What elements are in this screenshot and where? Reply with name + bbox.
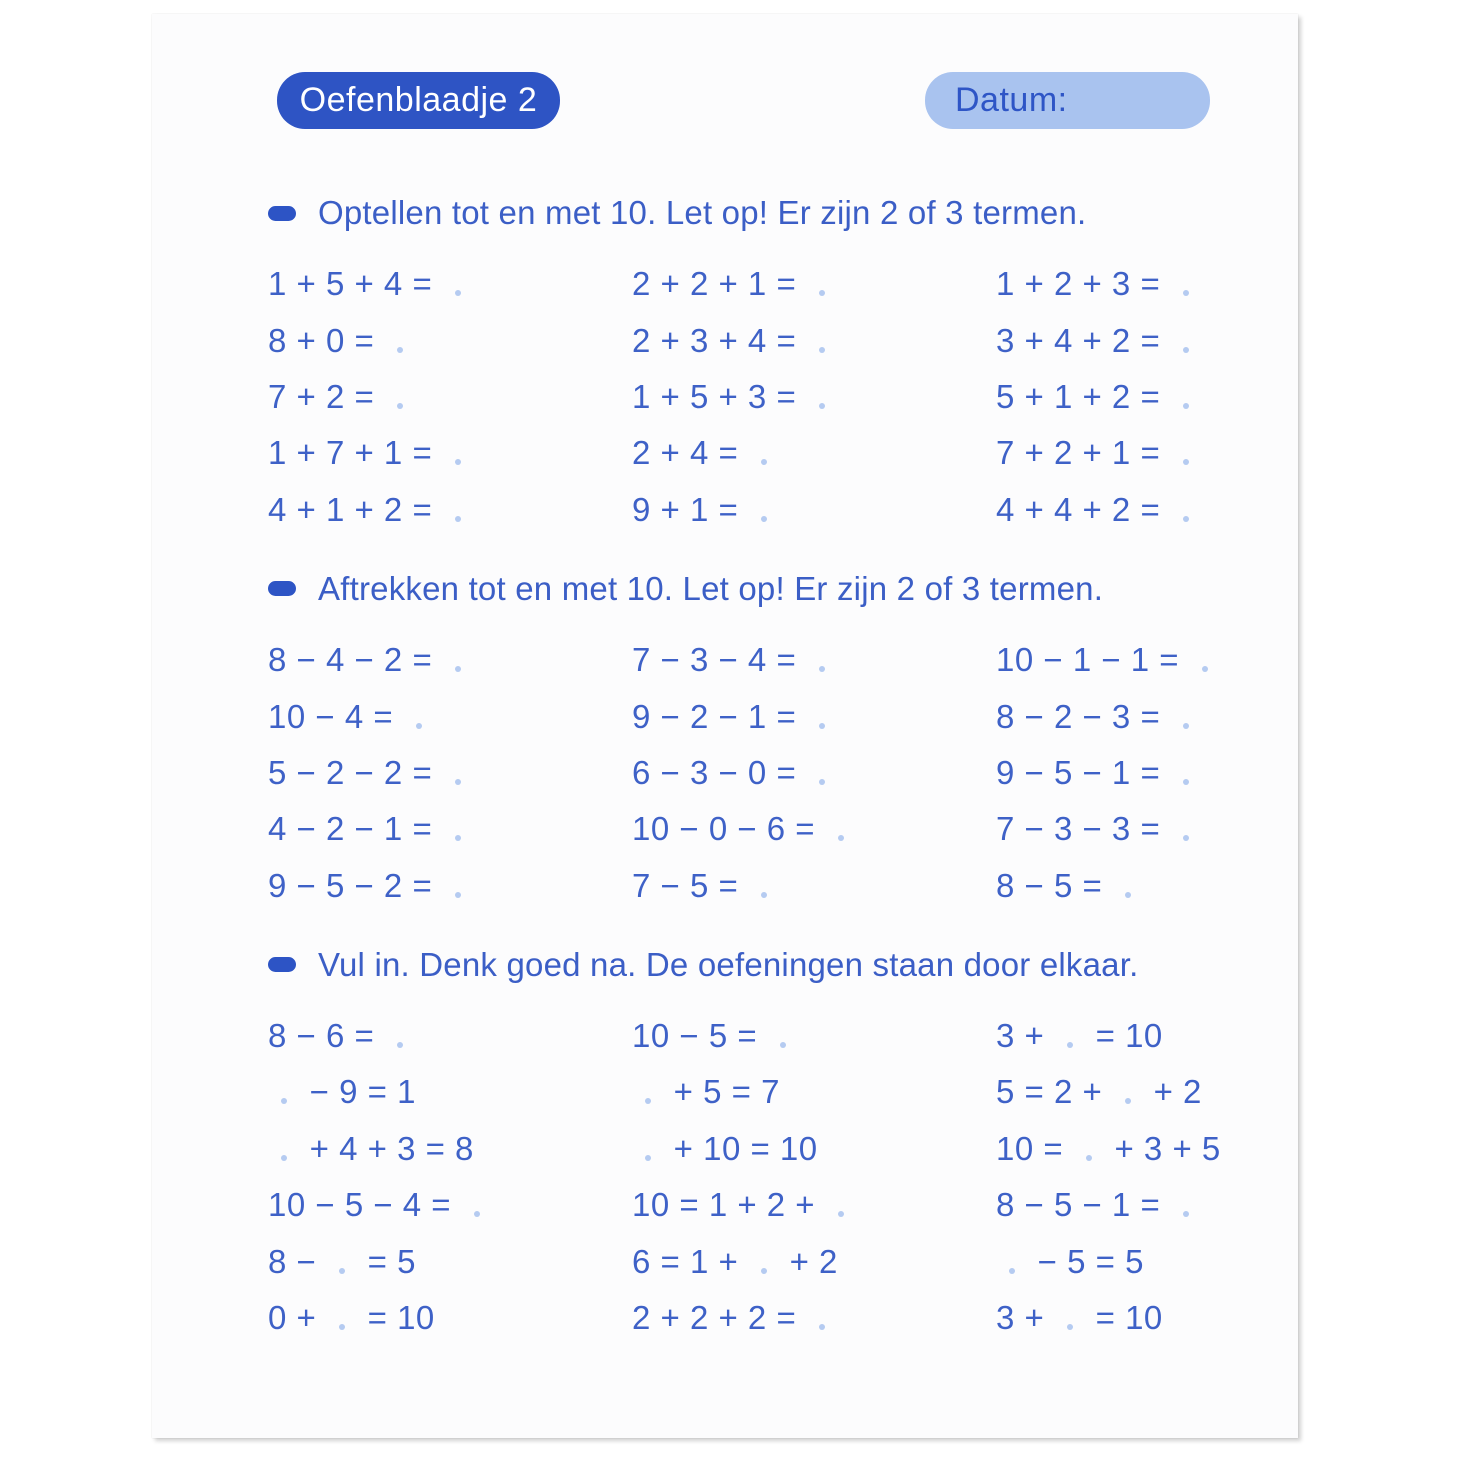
problem-column <box>268 632 632 914</box>
answer-blank <box>761 516 767 522</box>
section-header <box>268 944 1278 986</box>
answer-blank <box>397 403 403 409</box>
math-problem: 8 − 4 − 2 = <box>268 632 632 688</box>
problem-column <box>632 256 996 538</box>
problem-columns <box>268 1008 1278 1346</box>
worksheet-section <box>268 192 1278 538</box>
math-problem: 3 + = 10 <box>996 1299 1163 1337</box>
answer-blank <box>1009 1268 1015 1274</box>
math-problem: 8 − 2 − 3 = <box>996 688 1221 744</box>
math-problem: 7 + 2 + 1 = <box>996 425 1202 481</box>
math-problem: 5 − 2 − 2 = <box>268 745 632 801</box>
answer-blank <box>761 892 767 898</box>
date-label: Datum: <box>955 81 1068 119</box>
math-problem: 4 + 1 + 2 = <box>268 482 632 538</box>
math-problem: 7 − 5 = <box>632 858 996 914</box>
problem-column <box>268 256 632 538</box>
dash-bullet-icon <box>268 957 296 972</box>
answer-blank <box>1125 1098 1131 1104</box>
math-problem: 9 − 5 − 1 = <box>996 745 1221 801</box>
math-problem: 1 + 7 + 1 = <box>268 425 632 481</box>
math-problem: 4 + 4 + 2 = <box>996 482 1202 538</box>
math-problem: 2 + 2 + 2 = <box>632 1290 996 1346</box>
answer-blank <box>281 1098 287 1104</box>
answer-blank <box>1202 666 1208 672</box>
problem-column <box>996 1008 1221 1346</box>
answer-blank <box>339 1324 345 1330</box>
math-problem: 9 − 5 − 2 = <box>268 858 632 914</box>
math-problem: 10 − 1 − 1 = <box>996 632 1221 688</box>
math-problem: 10 − 4 = <box>268 688 632 744</box>
answer-blank <box>780 1042 786 1048</box>
worksheet-page <box>152 14 1298 1438</box>
answer-blank <box>819 403 825 409</box>
answer-blank <box>455 892 461 898</box>
answer-blank <box>1183 835 1189 841</box>
answer-blank <box>474 1211 480 1217</box>
answer-blank <box>1183 459 1189 465</box>
math-problem: 5 = 2 + + 2 <box>996 1073 1202 1111</box>
answer-blank <box>397 347 403 353</box>
answer-blank <box>1183 403 1189 409</box>
section-title: Optellen tot en met 10. Let op! Er zijn 2 of 3 termen. <box>318 194 1087 231</box>
sections <box>268 192 1278 1346</box>
math-problem: 10 − 5 = <box>632 1008 996 1064</box>
answer-blank <box>1067 1324 1073 1330</box>
answer-blank <box>455 835 461 841</box>
math-problem: 2 + 2 + 1 = <box>632 256 996 312</box>
answer-blank <box>1183 347 1189 353</box>
math-problem: − 5 = 5 <box>996 1233 1221 1289</box>
dash-bullet-icon <box>268 581 296 596</box>
math-problem: 10 = + 3 + 5 <box>996 1129 1221 1167</box>
math-problem: 8 − 5 = <box>996 858 1221 914</box>
problem-column <box>996 632 1221 914</box>
math-problem: 4 − 2 − 1 = <box>268 801 632 857</box>
section-header <box>268 192 1278 234</box>
math-problem: 0 + = 10 <box>268 1299 435 1337</box>
problem-column <box>996 256 1202 538</box>
worksheet-title-pill <box>277 72 560 129</box>
math-problem: 8 − = 5 <box>268 1242 416 1280</box>
math-problem: 8 − 6 = <box>268 1008 632 1064</box>
answer-blank <box>416 723 422 729</box>
math-problem: 1 + 5 + 3 = <box>632 369 996 425</box>
math-problem: 2 + 3 + 4 = <box>632 312 996 368</box>
worksheet-title: Oefenblaadje 2 <box>299 81 538 119</box>
date-field <box>925 72 1210 129</box>
answer-blank <box>819 723 825 729</box>
math-problem: 10 = 1 + 2 + <box>632 1177 996 1233</box>
worksheet-section <box>268 568 1278 914</box>
section-title: Vul in. Denk goed na. De oefeningen staan door elkaar. <box>318 945 1139 983</box>
answer-blank <box>838 835 844 841</box>
math-problem: 7 − 3 − 3 = <box>996 801 1221 857</box>
answer-blank <box>645 1098 651 1104</box>
math-problem: 5 + 1 + 2 = <box>996 369 1202 425</box>
answer-blank <box>1086 1155 1092 1161</box>
answer-blank <box>455 459 461 465</box>
answer-blank <box>838 1211 844 1217</box>
answer-blank <box>281 1155 287 1161</box>
answer-blank <box>1125 892 1131 898</box>
problem-column <box>632 632 996 914</box>
answer-blank <box>1067 1042 1073 1048</box>
math-problem: 1 + 5 + 4 = <box>268 256 632 312</box>
math-problem: 1 + 2 + 3 = <box>996 256 1202 312</box>
section-header <box>268 568 1278 610</box>
worksheet-section <box>268 944 1278 1346</box>
problem-column <box>268 1008 632 1346</box>
math-problem: 8 + 0 = <box>268 312 632 368</box>
answer-blank <box>1183 290 1189 296</box>
math-problem: 9 + 1 = <box>632 482 996 538</box>
math-problem: + 10 = 10 <box>632 1121 996 1177</box>
math-problem: 2 + 4 = <box>632 425 996 481</box>
math-problem: 8 − 5 − 1 = <box>996 1177 1221 1233</box>
dash-bullet-icon <box>268 206 296 221</box>
answer-blank <box>819 290 825 296</box>
answer-blank <box>761 459 767 465</box>
answer-blank <box>819 779 825 785</box>
math-problem: 3 + = 10 <box>996 1017 1163 1055</box>
answer-blank <box>455 516 461 522</box>
math-problem: + 4 + 3 = 8 <box>268 1121 632 1177</box>
answer-blank <box>819 1324 825 1330</box>
math-problem: + 5 = 7 <box>632 1064 996 1120</box>
answer-blank <box>397 1042 403 1048</box>
math-problem: 7 − 3 − 4 = <box>632 632 996 688</box>
answer-blank <box>1183 779 1189 785</box>
answer-blank <box>339 1268 345 1274</box>
math-problem: 7 + 2 = <box>268 369 632 425</box>
math-problem: − 9 = 1 <box>268 1064 632 1120</box>
answer-blank <box>455 666 461 672</box>
answer-blank <box>1183 1211 1189 1217</box>
answer-blank <box>819 666 825 672</box>
math-problem: 3 + 4 + 2 = <box>996 312 1202 368</box>
problem-column <box>632 1008 996 1346</box>
answer-blank <box>761 1268 767 1274</box>
section-title: Aftrekken tot en met 10. Let op! Er zijn 2 of 3 termen. <box>318 569 1104 607</box>
answer-blank <box>645 1155 651 1161</box>
math-problem: 10 − 5 − 4 = <box>268 1177 632 1233</box>
answer-blank <box>455 290 461 296</box>
math-problem: 6 = 1 + + 2 <box>632 1242 838 1280</box>
answer-blank <box>1183 723 1189 729</box>
answer-blank <box>455 779 461 785</box>
math-problem: 10 − 0 − 6 = <box>632 801 996 857</box>
problem-columns <box>268 632 1278 914</box>
math-problem: 6 − 3 − 0 = <box>632 745 996 801</box>
math-problem: 9 − 2 − 1 = <box>632 688 996 744</box>
answer-blank <box>819 347 825 353</box>
problem-columns <box>268 256 1278 538</box>
answer-blank <box>1183 516 1189 522</box>
